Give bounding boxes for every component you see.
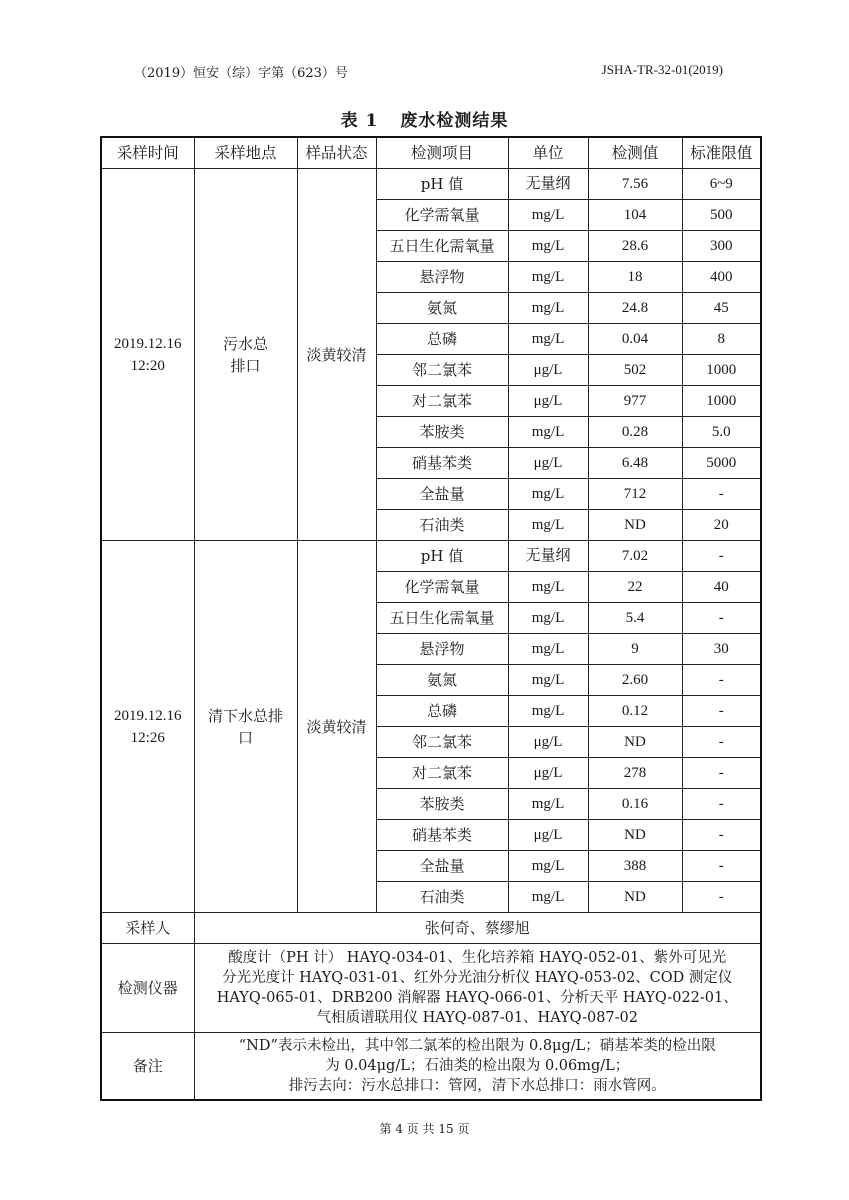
table-row xyxy=(101,169,761,200)
test-item-cell: 总磷 xyxy=(376,696,508,727)
unit-cell: mg/L xyxy=(508,231,588,262)
test-item-cell: 邻二氯苯 xyxy=(376,727,508,758)
standard-limit-cell: - xyxy=(682,789,761,820)
test-item-cell: 苯胺类 xyxy=(376,417,508,448)
unit-cell: mg/L xyxy=(508,417,588,448)
standard-limit-cell: - xyxy=(682,758,761,789)
sampler-label: 采样人 xyxy=(101,913,194,944)
test-item-cell: 石油类 xyxy=(376,882,508,913)
test-item-cell: 全盐量 xyxy=(376,479,508,510)
test-item-cell: 硝基苯类 xyxy=(376,448,508,479)
standard-limit-cell: 5000 xyxy=(682,448,761,479)
unit-cell: mg/L xyxy=(508,789,588,820)
remarks-row xyxy=(101,1033,761,1101)
unit-cell: μg/L xyxy=(508,355,588,386)
instruments-row xyxy=(101,944,761,1033)
standard-limit-cell: 6~9 xyxy=(682,169,761,200)
standard-limit-cell: 45 xyxy=(682,293,761,324)
measured-value-cell: 24.8 xyxy=(588,293,682,324)
measured-value-cell: 7.02 xyxy=(588,541,682,572)
remarks-line: 排污去向：污水总排口：管网，清下水总排口：雨水管网。 xyxy=(288,1078,666,1094)
sampling-clock: 12:26 xyxy=(130,729,165,746)
measured-value-cell: 0.04 xyxy=(588,324,682,355)
measured-value-cell: 6.48 xyxy=(588,448,682,479)
instruments-label: 检测仪器 xyxy=(101,944,194,1033)
measured-value-cell: 18 xyxy=(588,262,682,293)
unit-cell: mg/L xyxy=(508,634,588,665)
unit-cell: mg/L xyxy=(508,324,588,355)
test-item-cell: 全盐量 xyxy=(376,851,508,882)
sampling-location-line: 口 xyxy=(237,728,253,747)
remarks-line: 为 0.04μg/L；石油类的检出限为 0.06mg/L； xyxy=(325,1058,630,1074)
sampling-location-line: 排口 xyxy=(230,356,261,375)
unit-cell: μg/L xyxy=(508,758,588,789)
unit-cell: mg/L xyxy=(508,262,588,293)
standard-limit-cell: 5.0 xyxy=(682,417,761,448)
sample-state-cell: 淡黄较清 xyxy=(297,169,376,541)
unit-cell: mg/L xyxy=(508,851,588,882)
measured-value-cell: 502 xyxy=(588,355,682,386)
measured-value-cell: 7.56 xyxy=(588,169,682,200)
instruments-line: 气相质谱联用仪 HAYQ-087-01、HAYQ-087-02 xyxy=(316,1010,638,1026)
measured-value-cell: 2.60 xyxy=(588,665,682,696)
standard-limit-cell: 300 xyxy=(682,231,761,262)
header-row xyxy=(101,137,761,169)
column-header: 检测项目 xyxy=(376,137,508,169)
column-header: 采样时间 xyxy=(101,137,194,169)
instruments-text xyxy=(194,944,761,1033)
table-title xyxy=(0,106,849,131)
sampler-value: 张何奇、蔡缪旭 xyxy=(194,913,761,944)
measured-value-cell: 0.16 xyxy=(588,789,682,820)
unit-cell: μg/L xyxy=(508,386,588,417)
unit-cell: mg/L xyxy=(508,696,588,727)
column-header: 样品状态 xyxy=(297,137,376,169)
unit-cell: μg/L xyxy=(508,448,588,479)
standard-limit-cell: - xyxy=(682,603,761,634)
unit-cell: mg/L xyxy=(508,510,588,541)
standard-limit-cell: - xyxy=(682,479,761,510)
table-title-name: 废水检测结果 xyxy=(400,111,509,131)
test-item-cell: 悬浮物 xyxy=(376,634,508,665)
standard-limit-cell: 30 xyxy=(682,634,761,665)
table-row xyxy=(101,541,761,572)
test-item-cell: 氨氮 xyxy=(376,665,508,696)
unit-cell: mg/L xyxy=(508,572,588,603)
column-header: 单位 xyxy=(508,137,588,169)
test-item-cell: 硝基苯类 xyxy=(376,820,508,851)
standard-limit-cell: - xyxy=(682,665,761,696)
remarks-label: 备注 xyxy=(101,1033,194,1101)
measured-value-cell: 5.4 xyxy=(588,603,682,634)
test-item-cell: 化学需氧量 xyxy=(376,200,508,231)
test-item-cell: 五日生化需氧量 xyxy=(376,603,508,634)
measured-value-cell: ND xyxy=(588,882,682,913)
test-item-cell: 对二氯苯 xyxy=(376,758,508,789)
sampling-location-line: 污水总 xyxy=(222,334,268,353)
measured-value-cell: 0.12 xyxy=(588,696,682,727)
test-item-cell: 苯胺类 xyxy=(376,789,508,820)
standard-limit-cell: - xyxy=(682,820,761,851)
measured-value-cell: ND xyxy=(588,510,682,541)
sampling-date: 2019.12.16 xyxy=(114,335,182,352)
test-item-cell: 石油类 xyxy=(376,510,508,541)
standard-limit-cell: 1000 xyxy=(682,386,761,417)
sampling-time-cell xyxy=(101,169,194,541)
test-item-cell: 化学需氧量 xyxy=(376,572,508,603)
unit-cell: 无量纲 xyxy=(508,169,588,200)
standard-limit-cell: - xyxy=(682,541,761,572)
unit-cell: mg/L xyxy=(508,293,588,324)
standard-limit-cell: - xyxy=(682,696,761,727)
column-header: 检测值 xyxy=(588,137,682,169)
measured-value-cell: 22 xyxy=(588,572,682,603)
test-item-cell: 总磷 xyxy=(376,324,508,355)
sampling-location-cell xyxy=(194,541,297,913)
unit-cell: 无量纲 xyxy=(508,541,588,572)
measured-value-cell: 0.28 xyxy=(588,417,682,448)
unit-cell: mg/L xyxy=(508,665,588,696)
sample-state-cell: 淡黄较清 xyxy=(297,541,376,913)
standard-limit-cell: 1000 xyxy=(682,355,761,386)
measured-value-cell: 712 xyxy=(588,479,682,510)
instruments-line: 酸度计（PH 计） HAYQ-034-01、生化培养箱 HAYQ-052-01、紫外可见光 xyxy=(228,950,727,966)
measured-value-cell: 278 xyxy=(588,758,682,789)
standard-limit-cell: - xyxy=(682,882,761,913)
test-item-cell: pH 值 xyxy=(376,169,508,200)
unit-cell: μg/L xyxy=(508,820,588,851)
sampler-row xyxy=(101,913,761,944)
remarks-text xyxy=(194,1033,761,1101)
measured-value-cell: 9 xyxy=(588,634,682,665)
unit-cell: mg/L xyxy=(508,603,588,634)
remarks-line: “ND”表示未检出，其中邻二氯苯的检出限为 0.8μg/L；硝基苯类的检出限 xyxy=(238,1038,716,1054)
measured-value-cell: 388 xyxy=(588,851,682,882)
sampling-clock: 12:20 xyxy=(130,357,165,374)
test-item-cell: 对二氯苯 xyxy=(376,386,508,417)
test-item-cell: 邻二氯苯 xyxy=(376,355,508,386)
instruments-line: HAYQ-065-01、DRB200 消解器 HAYQ-066-01、分析天平 HAYQ-022-01、 xyxy=(216,990,738,1006)
standard-limit-cell: 40 xyxy=(682,572,761,603)
measured-value-cell: 28.6 xyxy=(588,231,682,262)
sampling-location-line: 清下水总排 xyxy=(207,706,283,725)
unit-cell: mg/L xyxy=(508,200,588,231)
column-header: 采样地点 xyxy=(194,137,297,169)
instruments-line: 分光光度计 HAYQ-031-01、红外分光油分析仪 HAYQ-053-02、COD 测定仪 xyxy=(222,970,733,986)
report-code: JSHA-TR-32-01(2019) xyxy=(601,62,723,77)
standard-limit-cell: - xyxy=(682,851,761,882)
sampling-date: 2019.12.16 xyxy=(114,707,182,724)
test-item-cell: pH 值 xyxy=(376,541,508,572)
document-number: （2019）恒安（综）字第（623）号 xyxy=(134,66,348,81)
page-number: 第 4 页 共 15 页 xyxy=(379,1122,470,1136)
test-item-cell: 氨氮 xyxy=(376,293,508,324)
test-item-cell: 悬浮物 xyxy=(376,262,508,293)
standard-limit-cell: 20 xyxy=(682,510,761,541)
standard-limit-cell: 8 xyxy=(682,324,761,355)
unit-cell: mg/L xyxy=(508,882,588,913)
unit-cell: μg/L xyxy=(508,727,588,758)
measured-value-cell: ND xyxy=(588,727,682,758)
column-header: 标准限值 xyxy=(682,137,761,169)
sampling-time-cell xyxy=(101,541,194,913)
standard-limit-cell: 500 xyxy=(682,200,761,231)
unit-cell: mg/L xyxy=(508,479,588,510)
measured-value-cell: 977 xyxy=(588,386,682,417)
measured-value-cell: ND xyxy=(588,820,682,851)
standard-limit-cell: 400 xyxy=(682,262,761,293)
results-body xyxy=(101,169,761,913)
measured-value-cell: 104 xyxy=(588,200,682,231)
standard-limit-cell: - xyxy=(682,727,761,758)
test-item-cell: 五日生化需氧量 xyxy=(376,231,508,262)
wastewater-results-table xyxy=(100,136,762,1101)
table-title-label: 表 1 xyxy=(340,111,379,131)
sampling-location-cell xyxy=(194,169,297,541)
